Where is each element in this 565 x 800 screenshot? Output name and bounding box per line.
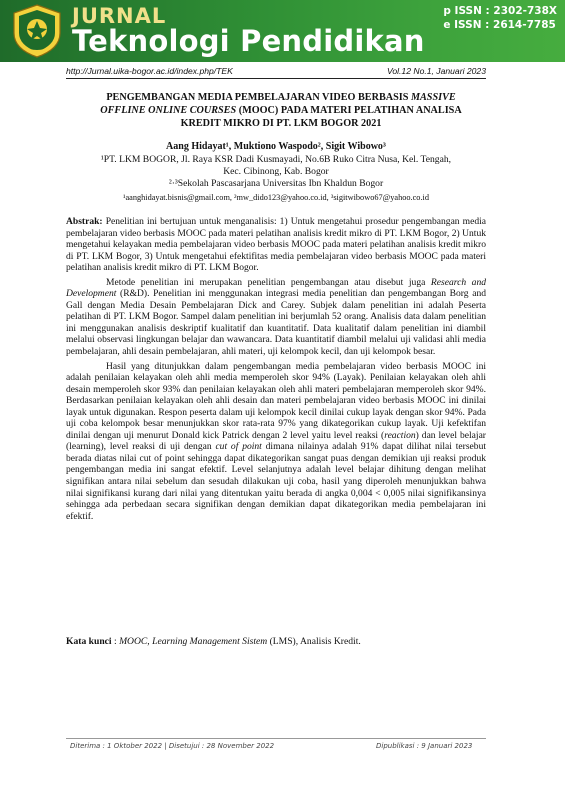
abstract-paragraph-1 (66, 216, 486, 274)
header-rule (66, 78, 486, 79)
abstract-p3-italic1: reaction (384, 429, 416, 441)
keywords-italic: MOOC, Learning Management Sistem (119, 636, 268, 647)
title-line1-a: PENGEMBANGAN MEDIA PEMBELAJARAN VIDEO BERBASIS (106, 92, 411, 103)
p-issn: p ISSN : 2302-738X (443, 5, 557, 17)
university-seal-icon (10, 3, 64, 59)
journal-title-line1: JURNAL (72, 4, 167, 28)
footer-dates: Diterima : 1 Oktober 2022 | Disetujui : 28 November 2022 (70, 742, 275, 750)
authors: Aang Hidayat¹, Muktiono Waspodo², Sigit Wibowo³ (166, 141, 386, 152)
journal-url[interactable]: http://Jurnal.uika-bogor.ac.id/index.php/TEK (66, 66, 233, 76)
abstract-p2-b: (R&D). Penelitian ini menggunakan integrasi media penelitian dan pengembangan Borg and Gall dengan Media Desain Pembelajaran Dick and Carey. Subjek dalam penelitian ini adalah Peserta pelatihan di PT. LKM Bogor. Sampel dalam penelitian ini berjumlah 52 orang. Analisis data dalam penelitian ini menggunakan analisis deskriptif kualitatif dan kuantitatif. Data kualitatif dalam penelitian ini diambil melalui observasi lingkungan belajar dan wawancara. Data kuantitatif diambil melalui uji validasi ahli media pembelajaran, ahli desain pembelajaran, ahli materi, uji kelompok kecil, dan uji kelompok besar. (66, 288, 486, 358)
footer-published: Dipublikasi : 9 Januari 2023 (376, 742, 473, 750)
title-line3: KREDIT MIKRO DI PT. LKM BOGOR 2021 (180, 118, 382, 129)
abstract-p1-text: Penelitian ini bertujuan untuk menganalisis: 1) Untuk mengetahui prosedur pengembangan media pembelajaran video berbasis MOOC pada materi pelatihan analisis kredit mikro di PT. LKM Bogor, 2) Untuk mengetahui kelayakan media pembelajaran video berbasis MOOC pada materi pelatihan analisis kredit mikro di PT. LKM Bogor, 3) Untuk mengetahui efektifitas media pembelajaran video berbasis MOOC pada materi pelatihan analisis kredit mikro di PT. LKM Bogor. (66, 216, 486, 274)
abstract-p3-italic2: cut of point (215, 441, 262, 453)
abstract-paragraph-2 (66, 277, 486, 358)
journal-title-line2: Teknologi Pendidikan (72, 24, 425, 58)
abstract-p3-b: ) dan level belajar (learning), level reaksi di uji dengan (66, 429, 486, 453)
volume-info: Vol.12 No.1, Januari 2023 (386, 66, 486, 76)
abstract (66, 216, 486, 525)
author-emails: ¹aanghidayat.bisnis@gmail.com, ²mw_dido123@yahoo.co.id, ³sigitwibowo67@yahoo.co.id (123, 193, 429, 202)
footer-rule (66, 738, 486, 739)
keywords-label: Kata kunci (66, 636, 112, 647)
affiliation-1a: ¹PT. LKM BOGOR, Jl. Raya KSR Dadi Kusmayadi, No.6B Ruko Citra Nusa, Kel. Tengah, (100, 154, 452, 165)
abstract-label: Abstrak: (66, 216, 103, 227)
abstract-p2-a: Metode penelitian ini merupakan penelitian pengembangan atau disebut juga (106, 276, 431, 288)
abstract-p3-a: Hasil yang ditunjukkan dalam pengembangan media pembelajaran video berbasis MOOC ini adalah penilaian kelayakan oleh ahli media memperoleh skor 94% (Layak). Penilaian kelayakan oleh ahli desain memperoleh skor 93% dan penilaian kelayakan oleh ahli materi pembelajaran memperoleh skor 94%. Berdasarkan penilaian kelayakan oleh ahli desain dan materi pembelajaran video berbasis MOOC ini dinilai layak untuk digunakan. Respon peserta dalam uji kelompok kecil dinilai cukup layak dengan skor 94%. Pada uji coba kelompok besar menunjukkan skor rata-rata 97% yang dikategorikan cukup layak. Uji kefektifan dinilai dengan uji menurut Donald kick Patrick dengan 2 level yaitu level reaksi ( (66, 360, 486, 441)
keywords (66, 636, 486, 647)
abstract-p3-c: dimana nilainya adalah 91% dapat dilihat nilai tersebut berada diatas nilai cut of point sehingga dapat dikategorikan sangat puas dengan demikian uji reaksi produk pengembangan media ini sangat efektif. Level selanjutnya adalah level belajar dihitung dengan melihat signifikan antara nilai sebelum dan sesudah dilakukan uji coba, hasil yang diperoleh menunjukkan bahwa nilai signifikansi kurang dari nilai yang ditentukan yaitu berada di angka 0,004 < 0,005 nilai signifikansinya sehingga ada perbedaan secara signifikan dengan demikian dapat dikategorikan media pembelajaran ini efektif. (66, 441, 486, 522)
affiliation-1b: Kec. Cibinong, Kab. Bogor (223, 166, 329, 178)
keywords-rest: (LMS), Analisis Kredit. (267, 636, 361, 647)
issn-block (443, 4, 557, 32)
affiliations (66, 154, 486, 191)
affiliation-2: ²·³Sekolah Pascasarjana Universitas Ibn Khaldun Bogor (168, 178, 384, 190)
e-issn: e ISSN : 2614-7785 (443, 19, 556, 31)
abstract-p2-italic: Research and Development (66, 276, 486, 300)
abstract-paragraph-3 (66, 361, 486, 523)
title-line2-a: OFFLINE ONLINE COURSES (100, 105, 237, 116)
title-line2-b: (MOOC) PADA MATERI PELATIHAN ANALISA (236, 105, 462, 116)
title-line1-b: MASSIVE (410, 92, 456, 103)
footer (70, 742, 486, 754)
keywords-sep: : (111, 636, 120, 647)
article-title (76, 91, 486, 130)
journal-banner (0, 0, 565, 62)
